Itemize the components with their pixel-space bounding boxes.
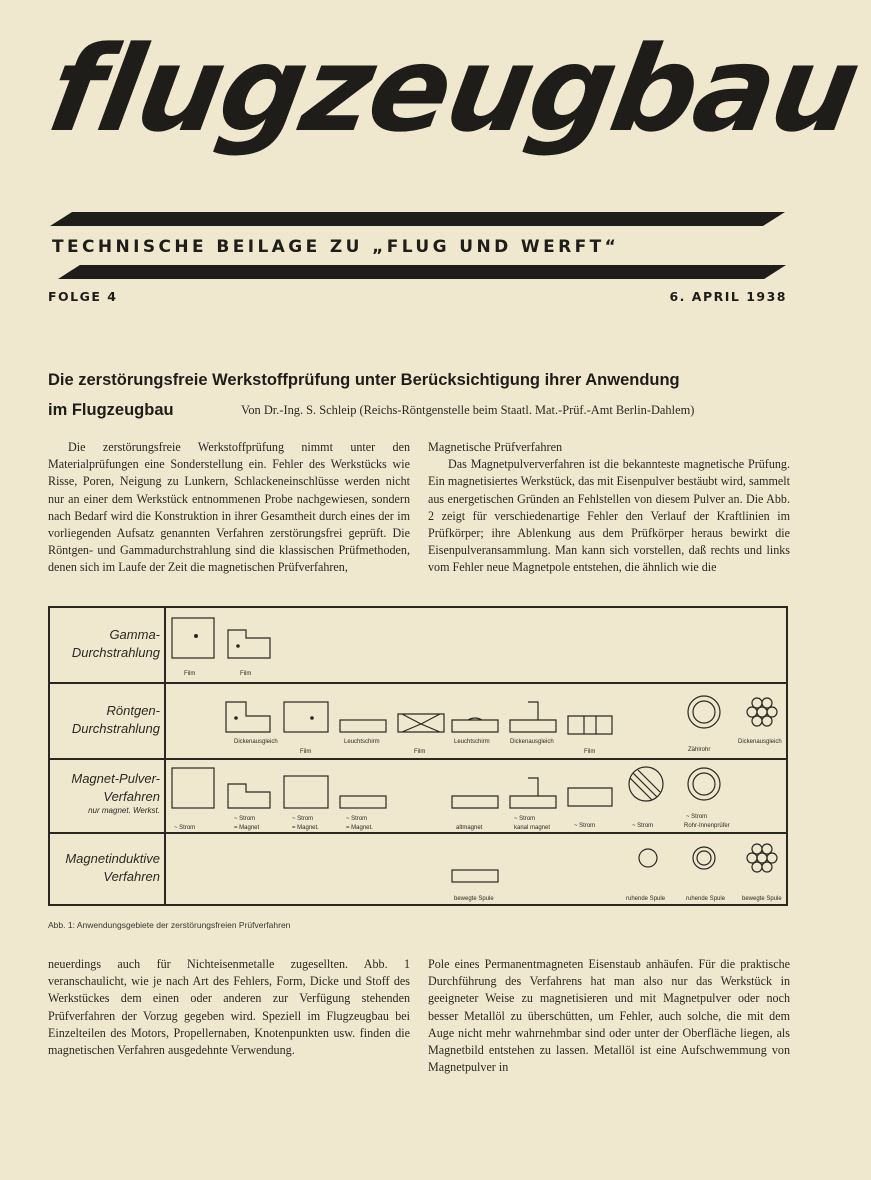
sketch-label: = Magnet <box>234 825 260 831</box>
paragraph: Das Magnetpulververfahren ist die bekannteste magnetische Prüfung. Ein magnetisiertes Werkstück, das mit Eisenpulver bestäubt wird, sammelt aus energetischen Gründen an Fehlstellen von diesem Pulver an. Die Abb. 2 zeigt für verschiedenartige Fehler den Verlauf der Kraftlinien im Prüfkörper; ihre Ablenkung aus dem Prüfkörper heraus bewirkt die Eisenpulveransammlung. Man kann sich vorstellen, daß rechts und links vom Fehler neue Magnetpole entstehen, die ähnlich wie die <box>428 457 790 575</box>
sketch-label: Dickenausgleich <box>234 739 278 745</box>
bundle-sketch <box>747 698 777 726</box>
weld-sketch <box>452 796 498 808</box>
row-label-text: Gamma- <box>109 627 160 642</box>
sketch-label: ~ Strom <box>174 825 196 831</box>
column-left-bottom <box>48 956 410 1059</box>
article-byline: Von Dr.-Ing. S. Schleip (Reichs-Röntgenstelle beim Staatl. Mat.-Prüf.-Amt Berlin-Dahlem) <box>241 403 695 417</box>
sketch-label: Film <box>414 749 426 755</box>
column-right-bottom <box>428 956 790 1076</box>
sketch-label: kanal magnet <box>514 825 551 831</box>
hatch-lines <box>630 770 660 800</box>
workpiece-sketch <box>226 702 270 732</box>
paragraph: Die zerstörungsfreie Werkstoffprüfung nimmt unter den Materialprüfungen eine Sonderstellung ein. Fehler des Werkstücks wie Risse, Poren, Neigung zu Lunkern, Schlackeneinschlüsse werden nicht nur an einer dem Werkstück entnommenen Probe nachgewiesen, sondern nach Bedarf wird die Konstruktion in ihrer Gesamtheit durch eines der im vorliegenden Aufsatz genannten Verfahren zerstörungsfrei geprüft. Die Röntgen- und Gammadurchstrahlung sind die klassischen Prüfmethoden, denen sich im Laufe der Zeit die magnetischen Prüfverfahren, <box>48 440 410 575</box>
article-title: Die zerstörungsfreie Werkstoffprüfung unter Berücksichtigung ihrer Anwendung <box>48 371 680 389</box>
sketch-label: ~ Strom <box>234 816 256 822</box>
sketch-label: altmagnet <box>456 825 483 831</box>
sketch-label: Film <box>300 749 312 755</box>
sketch-label: ~ Strom <box>346 816 368 822</box>
workpiece-sketch <box>284 702 328 732</box>
defect-dot <box>195 635 198 638</box>
sketch-label: Rohr-Innenprüfer <box>684 823 730 829</box>
workpiece-sketch <box>340 796 386 808</box>
article-title-line2: im Flugzeugbau <box>48 401 174 419</box>
sketch-label: Zählrohr <box>688 747 711 753</box>
sketch-label: bewegte Spule <box>742 896 782 902</box>
row-label-text: Magnetinduktive <box>65 851 160 866</box>
figure-caption: Abb. 1: Anwendungsgebiete der zerstörungsfreien Prüfverfahren <box>48 920 291 930</box>
row-label-subtext: nur magnet. Werkst. <box>88 806 160 815</box>
workpiece-sketch <box>284 776 328 808</box>
sketch-label: ~ Strom <box>574 823 596 829</box>
defect-dot <box>237 645 239 647</box>
sketch-label: Film <box>240 671 252 677</box>
bundle-sketch <box>747 844 777 872</box>
workpiece-sketch <box>172 618 214 658</box>
row-label-text: Durchstrahlung <box>71 721 160 736</box>
masthead-band-bottom <box>58 265 786 279</box>
row-label-text: Verfahren <box>103 869 160 884</box>
sketch-label: ~ Strom <box>686 814 708 820</box>
diagram-sketches <box>50 608 786 904</box>
weld-sketch <box>568 716 612 734</box>
issue-date: 6. APRIL 1938 <box>669 289 787 304</box>
bar-sketch <box>629 767 663 801</box>
row-label-text: Röntgen- <box>106 703 160 718</box>
workpiece-sketch <box>228 784 270 808</box>
tube-sketch <box>693 701 715 723</box>
sketch-label: Film <box>584 749 596 755</box>
sketch-label: bewegte Spule <box>454 896 494 902</box>
bar-sketch <box>639 849 657 867</box>
section-heading: Magnetische Prüfverfahren <box>428 440 563 454</box>
masthead-band-top <box>50 212 785 226</box>
tube-sketch <box>697 851 711 865</box>
defect-dot <box>311 717 313 719</box>
sketch-label: Dickenausgleich <box>510 739 554 745</box>
weld-sketch <box>452 718 498 732</box>
workpiece-sketch <box>340 720 386 732</box>
paragraph: neuerdings auch für Nichteisenmetalle zugesellten. Abb. 1 veranschaulicht, wie je nach Art des Fehlers, Form, Dicke und Stoff des Werkstückes dem einen oder anderen zur Verfügung stehenden Prüfverfahren der Vorzug gegeben wird. Speziell im Flugzeugbau bei Einzelteilen des Motors, Propellernaben, Knotenpunkten usw. finden die magnetischen Verfahren ausgedehnte Verwendung. <box>48 957 410 1058</box>
t-joint-sketch <box>510 778 556 808</box>
t-joint-sketch <box>510 702 556 732</box>
sketch-label: = Magnet. <box>292 825 319 831</box>
sketch-label: ~ Strom <box>292 816 314 822</box>
tube-sketch <box>693 847 715 869</box>
row-label-text: Verfahren <box>103 789 160 804</box>
figure-diagram <box>48 606 788 906</box>
column-left-top <box>48 439 410 577</box>
sketch-label: ruhende Spule <box>626 896 666 902</box>
sketch-label: ruhende Spule <box>686 896 726 902</box>
paragraph: Pole eines Permanentmagneten Eisenstaub anhäufen. Für die praktische Durchführung des Verfahrens hat man also nur das Werkstück in geeigneter Weise zu magnetisieren und mit Magnetpulver oder noch besser Metallöl zu überschütten, um Fehler, auch solche, die mit dem Auge nicht mehr wahrnehmbar sind oder unter der Oberfläche liegen, als Magnetbild entstehen zu lassen. Metallöl ist eine Aufschwemmung von Magnetpulver in <box>428 957 790 1075</box>
sketch-label: Leuchtschirm <box>454 739 490 745</box>
sketch-label: ~ Strom <box>632 823 654 829</box>
defect-dot <box>235 717 237 719</box>
tube-sketch <box>693 773 715 795</box>
workpiece-sketch <box>172 768 214 808</box>
row-label-text: Magnet-Pulver- <box>71 771 160 786</box>
weld-sketch <box>568 788 612 806</box>
sketch-label: Film <box>184 671 196 677</box>
sketch-label: = Magnet. <box>346 825 373 831</box>
workpiece-sketch <box>228 630 270 658</box>
weld-sketch <box>398 714 444 732</box>
column-right-top <box>428 439 790 577</box>
row-label-text: Durchstrahlung <box>71 645 160 660</box>
sketch-label: ~ Strom <box>514 816 536 822</box>
masthead-subtitle: TECHNISCHE BEILAGE ZU „FLUG UND WERFT“ <box>52 237 620 257</box>
sketch-label: Leuchtschirm <box>344 739 380 745</box>
issue-number: FOLGE 4 <box>48 289 118 304</box>
coil-sample-sketch <box>452 870 498 882</box>
masthead-title: flugzeugbau <box>39 20 868 158</box>
sketch-label: Dickenausgleich <box>738 739 782 745</box>
